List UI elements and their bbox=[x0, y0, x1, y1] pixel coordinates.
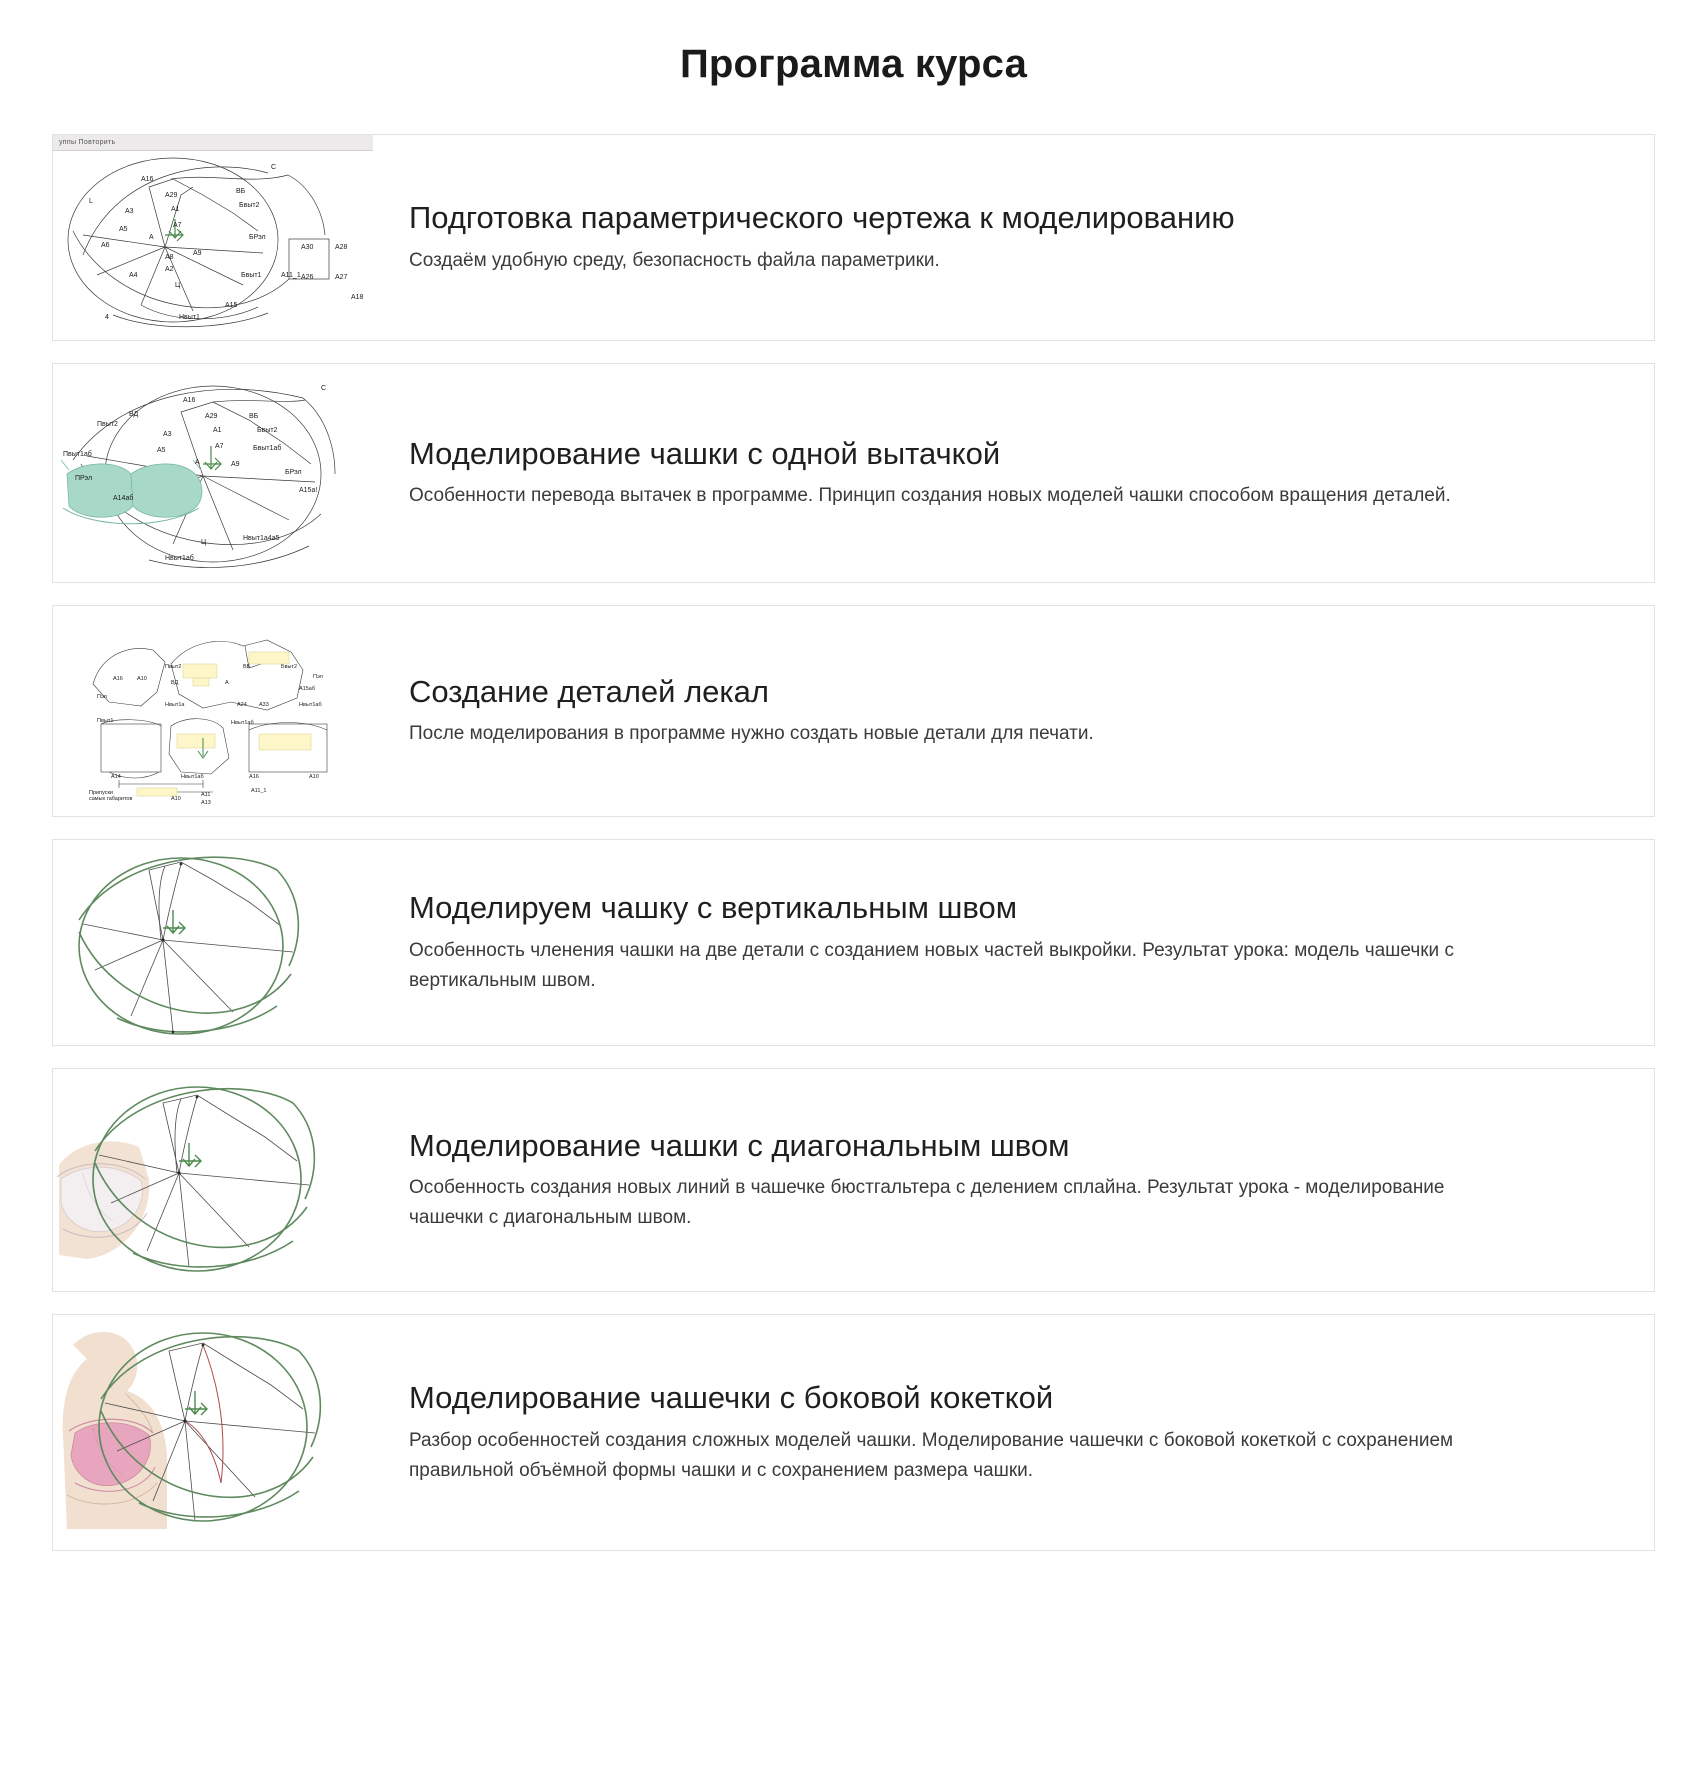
lesson-title: Создание деталей лекал bbox=[409, 673, 769, 709]
svg-text:Нвыт1а4а5: Нвыт1а4а5 bbox=[243, 535, 280, 542]
svg-text:A5: A5 bbox=[157, 447, 166, 454]
lesson-card[interactable] bbox=[52, 605, 1655, 817]
side-yoke-cup-thumbnail bbox=[53, 1315, 373, 1550]
lesson-card[interactable] bbox=[52, 1068, 1655, 1292]
svg-text:A1: A1 bbox=[213, 427, 222, 434]
svg-text:самых габаритов: самых габаритов bbox=[89, 796, 133, 802]
svg-text:A15: A15 bbox=[225, 302, 238, 309]
svg-text:A13: A13 bbox=[201, 800, 211, 806]
lesson-description: Особенности перевода вытачек в программе. Принцип создания новых моделей чашки способом вращения деталей. bbox=[409, 485, 1451, 507]
svg-text:Нвыт1аб: Нвыт1аб bbox=[299, 702, 322, 708]
svg-text:A29: A29 bbox=[205, 413, 218, 420]
svg-text:A11_1: A11_1 bbox=[281, 272, 301, 279]
svg-text:Бвыт2: Бвыт2 bbox=[239, 202, 260, 209]
svg-text:A3: A3 bbox=[163, 431, 172, 438]
svg-text:Нвыт1аб: Нвыт1аб bbox=[231, 720, 254, 726]
svg-text:Ц: Ц bbox=[201, 539, 207, 546]
svg-text:Нвыт1: Нвыт1 bbox=[179, 314, 200, 321]
svg-text:A10: A10 bbox=[309, 774, 319, 780]
lesson-text bbox=[373, 606, 1654, 816]
lesson-description: Особенность создания новых линий в чашечке бюстгальтера с делением сплайна. Результат урока - моделирование чашечки с диагональным швом. bbox=[409, 1177, 1445, 1229]
svg-text:A7: A7 bbox=[173, 222, 182, 229]
thumbnail-toolbar-label: уппы Повторить bbox=[53, 135, 373, 151]
svg-text:БРэл: БРэл bbox=[285, 469, 302, 476]
svg-text:A29: A29 bbox=[165, 192, 178, 199]
parametric-drawing-thumbnail bbox=[53, 135, 373, 340]
svg-text:A16: A16 bbox=[141, 176, 154, 183]
svg-text:ВБ: ВБ bbox=[236, 188, 246, 195]
svg-text:A7: A7 bbox=[215, 443, 224, 450]
svg-text:Пвыт2: Пвыт2 bbox=[165, 664, 182, 670]
svg-text:Пэл: Пэл bbox=[313, 674, 323, 680]
svg-text:Бвыт2: Бвыт2 bbox=[281, 664, 298, 670]
svg-text:4: 4 bbox=[105, 314, 109, 321]
svg-text:С: С bbox=[321, 385, 327, 392]
svg-text:A9: A9 bbox=[193, 250, 202, 257]
svg-text:ВБ: ВБ bbox=[249, 413, 259, 420]
svg-text:A30: A30 bbox=[301, 244, 314, 251]
lesson-description: Создаём удобную среду, безопасность файла параметрики. bbox=[409, 249, 940, 271]
lesson-title: Подготовка параметрического чертежа к моделированию bbox=[409, 200, 1235, 236]
lesson-title: Моделирование чашки с диагональным швом bbox=[409, 1127, 1070, 1163]
diagonal-seam-cup-thumbnail bbox=[53, 1069, 373, 1291]
svg-text:A16: A16 bbox=[249, 774, 259, 780]
lesson-card[interactable] bbox=[52, 134, 1655, 341]
lesson-description: После моделирования в программе нужно создать новые детали для печати. bbox=[409, 723, 1094, 745]
lesson-title: Моделируем чашку с вертикальным швом bbox=[409, 890, 1018, 926]
svg-text:A24: A24 bbox=[237, 702, 247, 708]
svg-text:Пвыт2: Пвыт2 bbox=[97, 421, 118, 428]
svg-text:A4: A4 bbox=[129, 272, 138, 279]
pattern-pieces-thumbnail bbox=[53, 606, 373, 816]
lesson-card[interactable] bbox=[52, 1314, 1655, 1551]
svg-text:A15а!: A15а! bbox=[299, 487, 318, 494]
svg-text:C: C bbox=[271, 164, 277, 171]
svg-text:A: A bbox=[149, 234, 154, 241]
svg-text:ВД: ВД bbox=[171, 680, 179, 686]
vertical-seam-cup-thumbnail bbox=[53, 840, 373, 1045]
lesson-title: Моделирование чашки с одной вытачкой bbox=[409, 435, 1001, 471]
svg-text:A10: A10 bbox=[171, 796, 181, 802]
svg-text:A27: A27 bbox=[335, 274, 348, 281]
lesson-card[interactable] bbox=[52, 363, 1655, 583]
svg-text:Пвыт1: Пвыт1 bbox=[97, 718, 114, 724]
svg-text:A2: A2 bbox=[165, 266, 174, 273]
svg-text:Нвыт1а: Нвыт1а bbox=[165, 702, 185, 708]
svg-text:Бвыт1аб: Бвыт1аб bbox=[253, 445, 282, 452]
lesson-text bbox=[373, 840, 1654, 1045]
lesson-card[interactable] bbox=[52, 839, 1655, 1046]
svg-text:A11_1: A11_1 bbox=[251, 788, 267, 794]
svg-text:A: A bbox=[225, 680, 229, 686]
svg-text:A10: A10 bbox=[137, 676, 147, 682]
svg-text:A14: A14 bbox=[111, 774, 121, 780]
lesson-description: Особенность членения чашки на две детали с созданием новых частей выкройки. Результат урока: модель чашечки с вертикальным швом. bbox=[409, 939, 1454, 991]
svg-text:L: L bbox=[89, 198, 93, 205]
svg-text:A8: A8 bbox=[165, 254, 174, 261]
page-title: Программа курса bbox=[679, 42, 1028, 86]
svg-text:Припуски: Припуски bbox=[89, 790, 113, 796]
svg-text:A26: A26 bbox=[301, 274, 314, 281]
lesson-title: Моделирование чашечки с боковой кокеткой bbox=[409, 1380, 1054, 1416]
lesson-text bbox=[373, 364, 1654, 582]
svg-text:A3: A3 bbox=[125, 208, 134, 215]
svg-text:A11: A11 bbox=[201, 792, 211, 798]
svg-text:A15аб: A15аб bbox=[299, 686, 315, 692]
svg-text:Пэл: Пэл bbox=[97, 694, 107, 700]
svg-text:A9: A9 bbox=[231, 461, 240, 468]
svg-text:Бвыт2: Бвыт2 bbox=[257, 427, 278, 434]
svg-text:ВБ: ВБ bbox=[243, 664, 251, 670]
lesson-list bbox=[52, 134, 1655, 1551]
svg-text:Пвыт1аб: Пвыт1аб bbox=[63, 451, 92, 458]
svg-text:A1: A1 bbox=[171, 206, 180, 213]
svg-text:A18: A18 bbox=[351, 294, 364, 301]
svg-text:Нвыт1аб: Нвыт1аб bbox=[181, 774, 204, 780]
svg-text:А: А bbox=[195, 459, 200, 466]
svg-text:ПРэл: ПРэл bbox=[75, 475, 93, 482]
svg-text:Ц: Ц bbox=[175, 282, 181, 289]
one-dart-cup-thumbnail bbox=[53, 364, 373, 582]
svg-text:A6: A6 bbox=[101, 242, 110, 249]
svg-text:A14аб: A14аб bbox=[113, 495, 134, 502]
svg-text:Бвыт1: Бвыт1 bbox=[241, 272, 262, 279]
svg-text:Нвыт1аб: Нвыт1аб bbox=[165, 555, 194, 562]
svg-text:A16: A16 bbox=[113, 676, 123, 682]
lesson-description: Разбор особенностей создания сложных моделей чашки. Моделирование чашечки с боковой кокеткой с сохранением правильной объёмной формы чашки и с сохранением размера чашки. bbox=[409, 1429, 1454, 1481]
lesson-text bbox=[373, 135, 1654, 340]
svg-text:БРэл: БРэл bbox=[249, 234, 266, 241]
svg-text:A5: A5 bbox=[119, 226, 128, 233]
svg-text:A16: A16 bbox=[183, 397, 196, 404]
lesson-text bbox=[373, 1315, 1654, 1550]
svg-text:ВД: ВД bbox=[129, 411, 139, 418]
lesson-text bbox=[373, 1069, 1654, 1291]
svg-text:A28: A28 bbox=[335, 244, 348, 251]
svg-text:A33: A33 bbox=[259, 702, 269, 708]
